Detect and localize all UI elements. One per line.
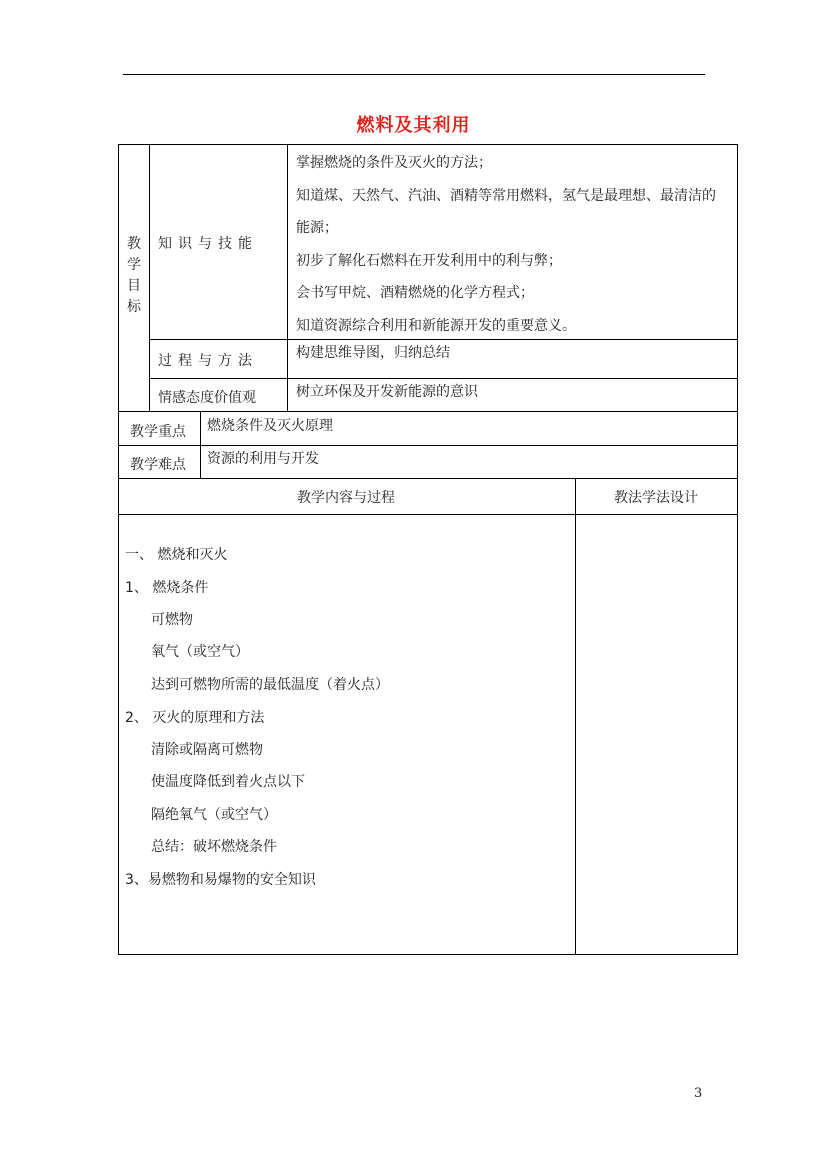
attitude-label: 情感态度价值观 — [158, 390, 256, 406]
content-header: 教学内容与过程 — [297, 490, 395, 506]
divider — [118, 411, 738, 412]
difficult-point-label: 教学难点 — [130, 457, 186, 473]
process-value: 构建思维导图，归纳总结 — [296, 345, 450, 361]
content-line: 达到可燃物所需的最低温度（着火点） — [151, 677, 389, 693]
attitude-value: 树立环保及开发新能源的意识 — [296, 384, 478, 400]
header-rule — [123, 74, 705, 75]
objectives-label-char: 标 — [127, 299, 141, 315]
objectives-label — [122, 234, 146, 318]
difficult-point-value: 资源的利用与开发 — [207, 451, 319, 467]
divider — [575, 478, 576, 955]
divider — [118, 514, 738, 515]
content-line: 清除或隔离可燃物 — [151, 742, 263, 758]
content-line: 可燃物 — [151, 612, 193, 628]
divider — [200, 411, 201, 478]
key-point-label: 教学重点 — [130, 424, 186, 440]
knowledge-line: 能源； — [296, 220, 338, 236]
divider — [118, 445, 738, 446]
knowledge-label: 知识与技能 — [158, 236, 258, 252]
content-line: 3、易燃物和易爆物的安全知识 — [125, 872, 316, 888]
knowledge-line: 会书写甲烷、酒精燃烧的化学方程式； — [296, 285, 534, 301]
knowledge-line: 知道资源综合利用和新能源开发的重要意义。 — [296, 318, 576, 334]
objectives-label-char: 教 — [127, 236, 141, 252]
divider — [118, 478, 738, 479]
key-point-value: 燃烧条件及灭火原理 — [207, 418, 333, 434]
content-line: 一、 燃烧和灭火 — [125, 547, 228, 563]
method-header: 教法学法设计 — [614, 490, 698, 506]
knowledge-line: 掌握燃烧的条件及灭火的方法； — [296, 155, 492, 171]
divider — [149, 339, 738, 340]
content-line: 隔绝氧气（或空气） — [151, 807, 277, 823]
objectives-label-char: 目 — [127, 278, 141, 294]
knowledge-line: 初步了解化石燃料在开发利用中的利与弊； — [296, 253, 562, 269]
knowledge-line: 知道煤、天然气、汽油、酒精等常用燃料，氢气是最理想、最清洁的 — [296, 188, 716, 204]
content-line: 2、 灭火的原理和方法 — [125, 710, 265, 726]
page-number: 3 — [694, 1086, 703, 1101]
content-line: 使温度降低到着火点以下 — [151, 774, 305, 790]
divider — [287, 144, 288, 411]
objectives-label-char: 学 — [127, 257, 141, 273]
content-line: 总结：破坏燃烧条件 — [151, 839, 277, 855]
process-label: 过程与方法 — [158, 353, 258, 369]
divider — [149, 378, 738, 379]
divider — [149, 144, 150, 411]
page-title: 燃料及其利用 — [356, 115, 471, 136]
content-line: 氧气（或空气） — [151, 644, 249, 660]
content-line: 1、 燃烧条件 — [125, 580, 209, 596]
